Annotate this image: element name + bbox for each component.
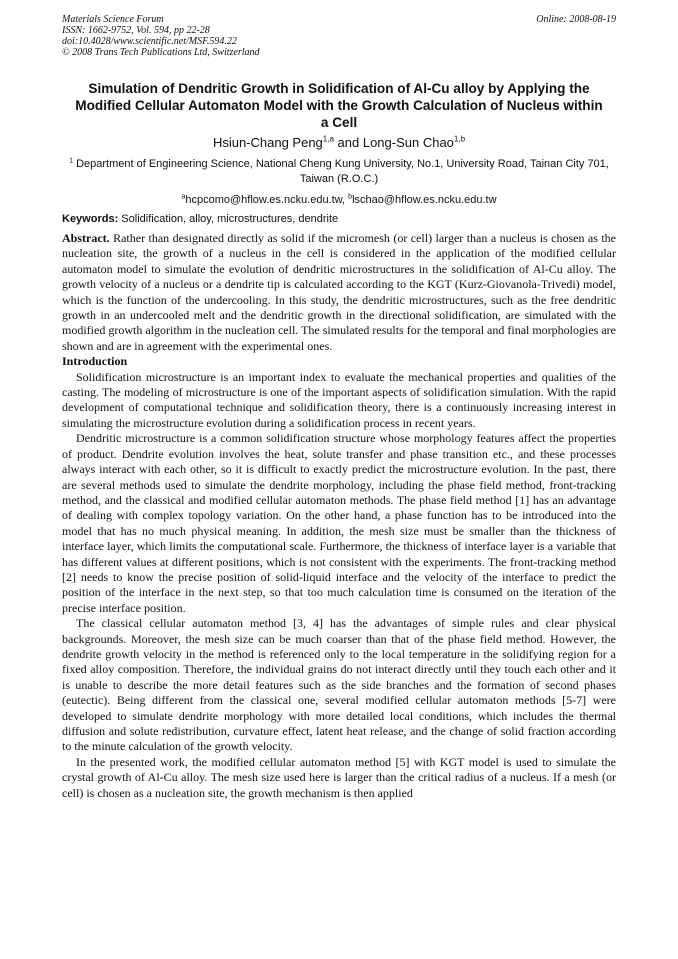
copyright-line: © 2008 Trans Tech Publications Ltd, Switzerland <box>62 47 260 58</box>
header-left <box>62 14 260 58</box>
intro-paragraph: The classical cellular automaton method [3, 4] has the advantages of simple rules and clear physical backgrounds. Moreover, the mesh size can be much coarser than that of the phase field method. However, the dendrite growth velocity in the method is referenced only to the local temperature in the solidifying region for a fixed alloy composition. Therefore, the individual grains do not interact directly until they touch each other and it is unable to describe the more detail features such as the side branches and the formation of second phases (eutectic). Being different from the classical one, several modified cellular automaton methods [5-7] were developed to simulate dendrite morphology with more detailed local conditions, which includes the thermal diffusion and solute redistribution, curvature effect, latent heat release, and the change of solid fraction according to the minute calculation of the growth velocity. <box>62 616 616 754</box>
online-date: Online: 2008-08-19 <box>536 14 616 25</box>
issn-line: ISSN: 1662-9752, Vol. 594, pp 22-28 <box>62 25 210 36</box>
author-and: and <box>333 135 363 150</box>
affiliation-text: Department of Engineering Science, National Cheng Kung University, No.1, University Road, Tainan City 701, Taiwan (R.O.C.) <box>73 158 609 185</box>
email-a[interactable]: hcpcomo@hflow.es.ncku.edu.tw <box>185 194 343 206</box>
intro-paragraph: In the presented work, the modified cellular automaton method [5] with KGT model is used to simulate the crystal growth of Al-Cu alloy. The mesh size used here is larger than the critical radius of a nucleus. If a mesh (or cell) is chosen as a nucleation site, the growth mechanism is then applied <box>62 754 616 800</box>
introduction-heading: Introduction <box>62 354 128 369</box>
body-text <box>62 231 616 801</box>
keywords <box>62 212 616 226</box>
abstract-label: Abstract. <box>62 231 110 245</box>
abstract <box>62 231 616 354</box>
email-b[interactable]: lschao@hflow.es.ncku.edu.tw <box>352 194 497 206</box>
intro-paragraph: Dendritic microstructure is a common solidification structure whose morphology features affect the properties of product. Dendrite evolution involves the heat, solute transfer and phase transition etc., and these processes always interact with each other, so it is difficult to exactly predict the microstructure evolution. In the past, there are several methods used to simulate the dendrite morphology, including the phase field method, front-tracking method, and the classical and modified cellular automaton methods. The phase field method [1] has an advantage of dealing with complex topology variation. On the other hand, a phase function has to be introduced into the model that has no much physical meaning. In addition, the mesh size must be smaller than the thickness of interface layer, which limits the computational scale. Furthermore, the thickness of interface layer is a variable that has different values at different positions, which is not consistent with the experiments. The front-tracking method [2] needs to know the precise position of solid-liquid interface and the velocity of the interface to predict the position of the interface in the next step, so that too much calculation time is consumed on the iteration of the precise interface position. <box>62 431 616 615</box>
intro-paragraph: Solidification microstructure is an important index to evaluate the mechanical properties and qualities of the casting. The modeling of microstructure is one of the important aspects of solidification simulation. With the rapid development of computational technique and solidification theory, there is a continuously increasing interest in simulating the microstructure evolution during a solidification process in recent years. <box>62 369 616 430</box>
keywords-text: Solidification, alloy, microstructures, dendrite <box>118 213 339 225</box>
keywords-label: Keywords: <box>62 213 119 225</box>
author-1-sup: 1,a <box>322 134 334 144</box>
author-2: Long-Sun Chao <box>362 135 454 150</box>
email-line <box>62 193 616 207</box>
author-2-sup: 1,b <box>453 134 466 144</box>
email-b-sup: b <box>348 193 353 201</box>
email-a-sup: a <box>181 193 186 201</box>
doi-line: doi:10.4028/www.scientific.net/MSF.594.22 <box>62 36 237 47</box>
abstract-text: Rather than designated directly as solid if the micromesh (or cell) larger than a nucleus is chosen as the nucleation site, the growth of a nucleus in the cell is considered in the application of the modified cellular automaton model to simulate the evolution of dendritic microstructures in the solidification of Al-Cu alloy. The growth velocity of a nucleus or a dendrite tip is calculated according to the KGT (Kurz-Giovanola-Trivedi) model, which is the function of the undercooling. In this study, the dendritic microstructures, such as the free dendritic growth in an undercooled melt and the dendritic growth in the directional solidification, are simulated with the modified growth algorithm in the nucleation cell. The simulated results for the temporal and final morphologies are shown and are in agreement with the experimental ones. <box>62 231 616 353</box>
author-line <box>62 134 616 151</box>
affiliation-sup: 1 <box>69 157 74 165</box>
email-separator: , <box>342 194 349 206</box>
affiliation <box>62 157 616 187</box>
journal-header <box>62 14 616 58</box>
journal-name: Materials Science Forum <box>62 14 164 25</box>
author-1: Hsiun-Chang Peng <box>212 135 323 150</box>
paper-title: Simulation of Dendritic Growth in Solidification of Al-Cu alloy by Applying the Modified Cellular Automaton Model with the Growth Calculation of Nucleus within a Cell <box>75 81 603 130</box>
